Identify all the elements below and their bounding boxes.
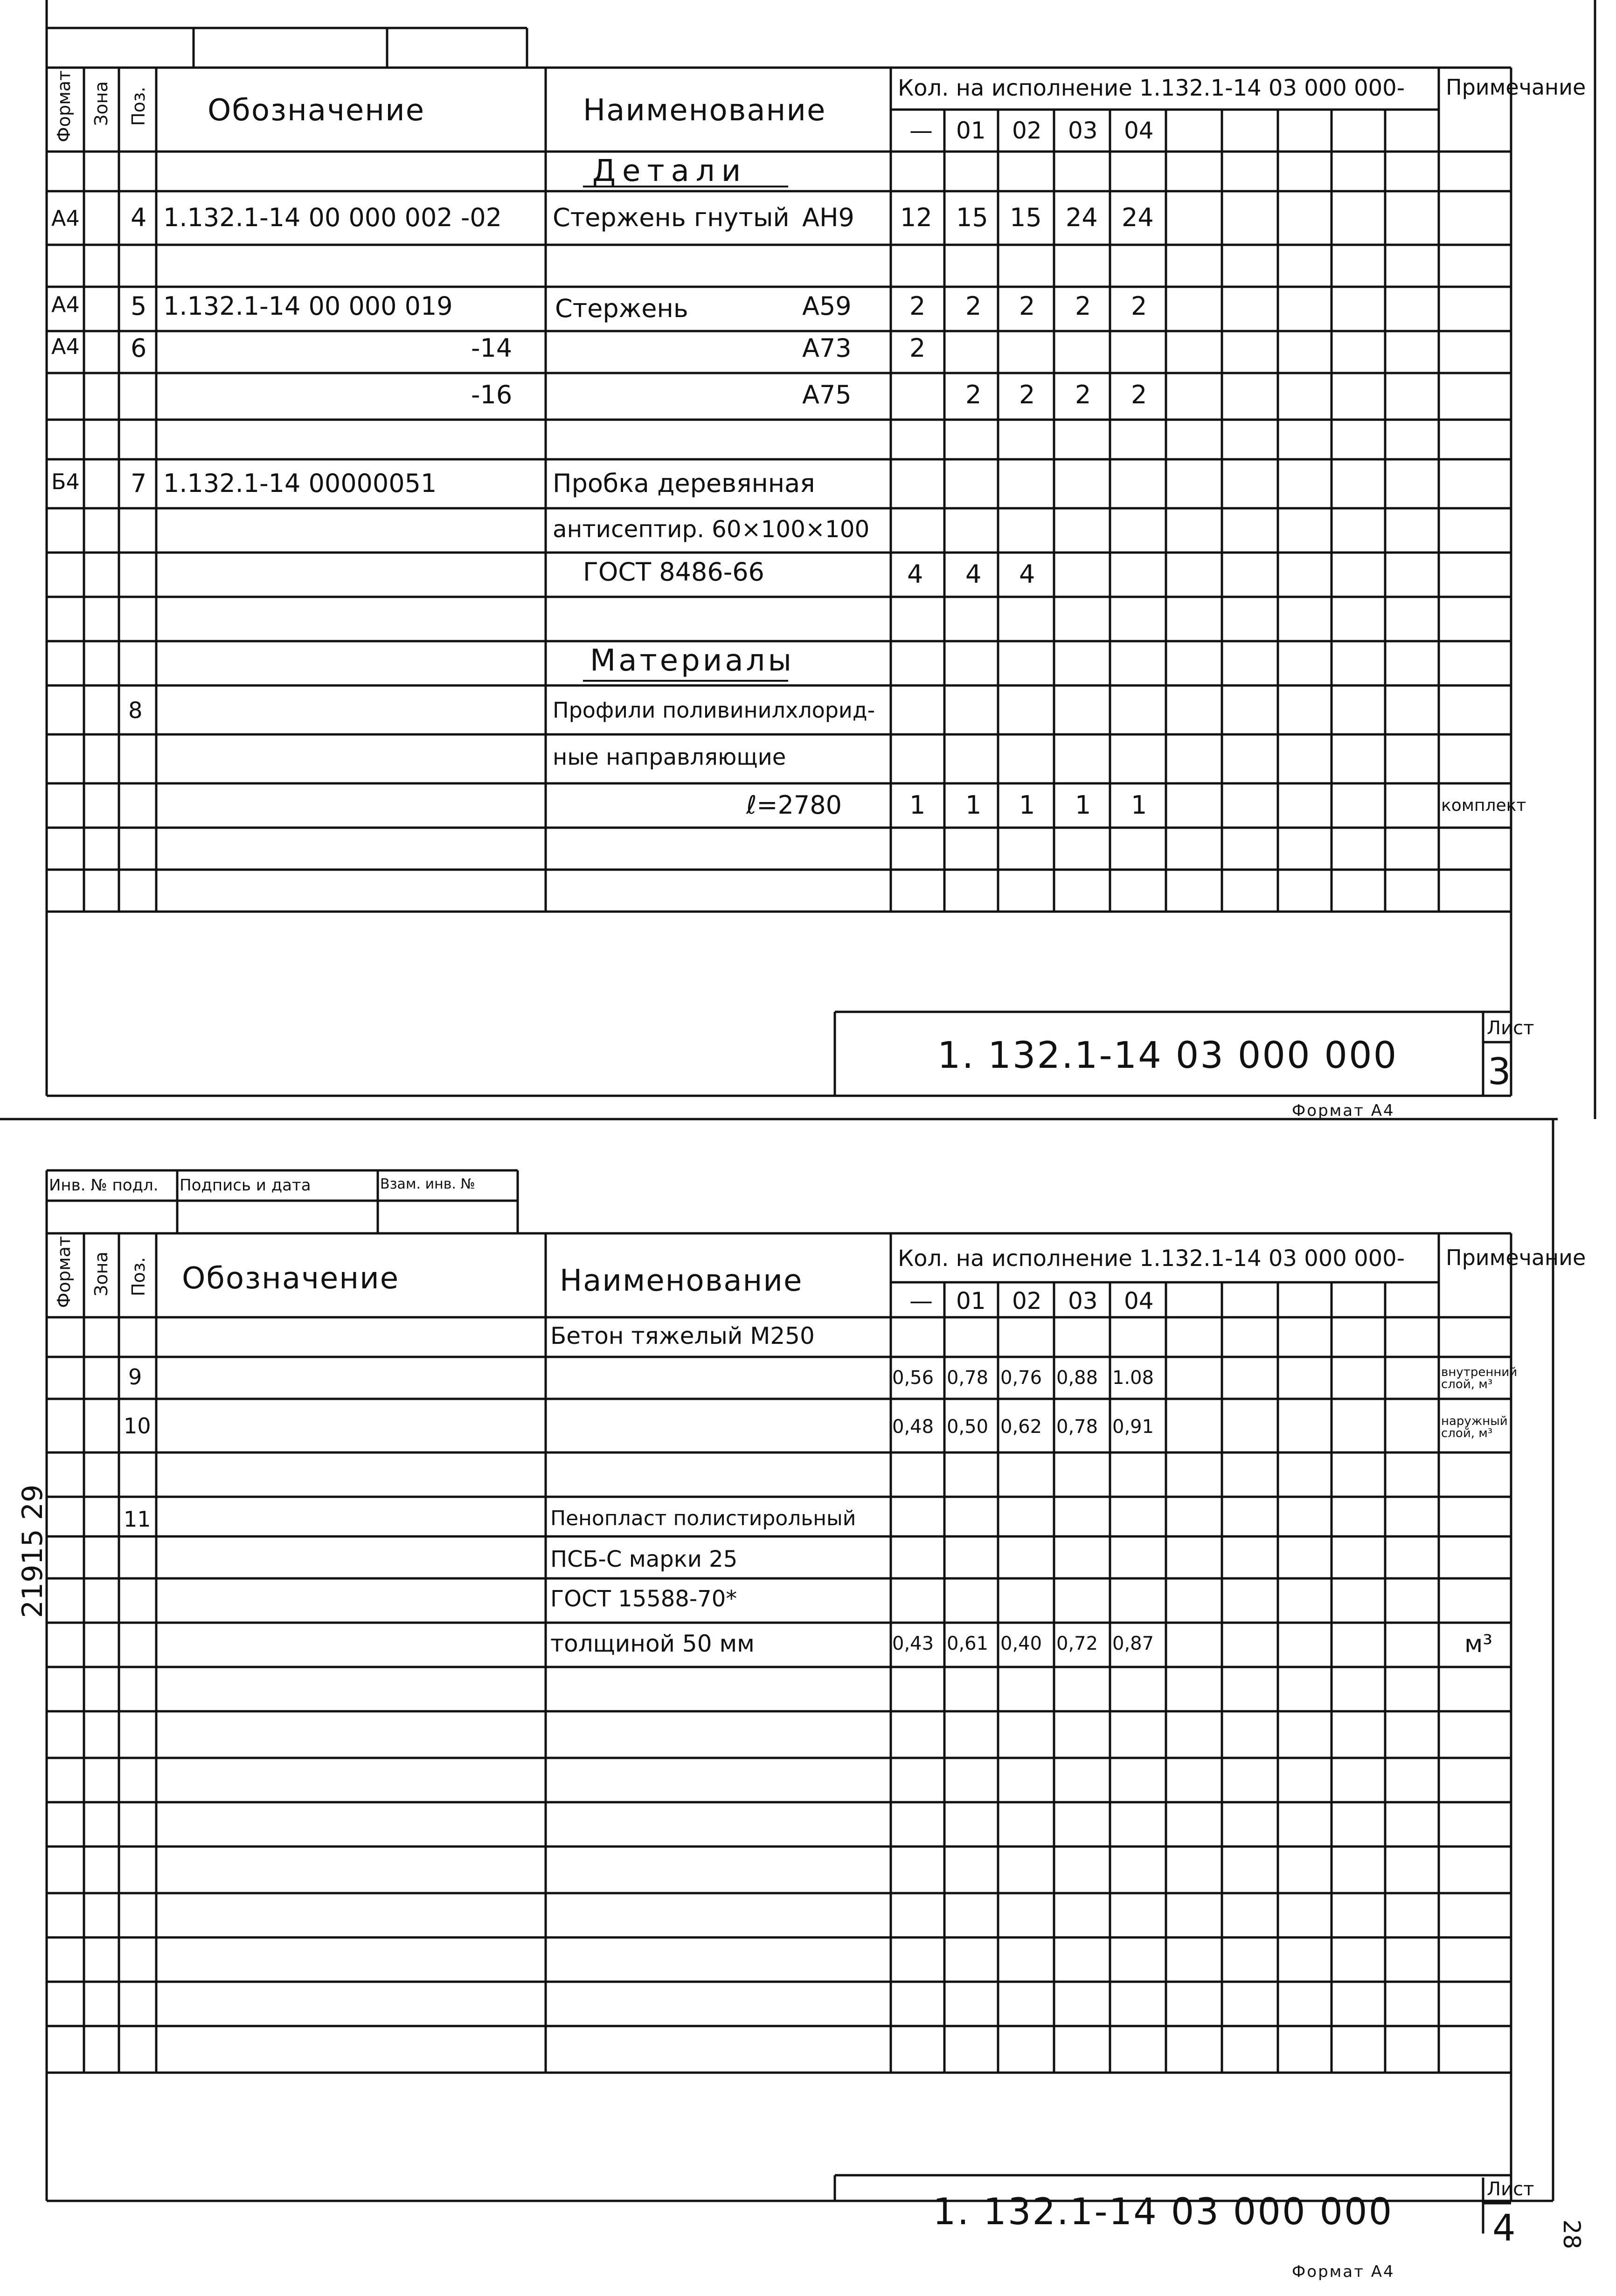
- header-qty: Кол. на исполнение 1.132.1-14 03 000 000-: [898, 1245, 1405, 1272]
- document-code: 1. 132.1-14 03 000 000: [933, 2191, 1394, 2233]
- header-format: Формат: [54, 1236, 74, 1308]
- header-pos: Поз.: [128, 1257, 149, 1296]
- sheet-number: 4: [1492, 2207, 1517, 2249]
- header-note: Примечание: [1446, 1245, 1586, 1270]
- header-qty: Кол. на исполнение 1.132.1-14 03 000 000-: [898, 75, 1405, 101]
- margin-archive-number: 21915 29: [16, 1484, 49, 1618]
- header-designation: Обозначение: [182, 1261, 400, 1296]
- format-label: Формат А4: [1292, 2262, 1395, 2281]
- section-parts: Детали: [592, 154, 748, 188]
- sheet-number: 3: [1488, 1051, 1512, 1093]
- inventory-original-label: Инв. № подл.: [49, 1176, 159, 1195]
- replacement-label: Взам. инв. №: [380, 1176, 475, 1192]
- header-format: Формат: [54, 70, 74, 142]
- margin-page-number: 28: [1558, 2220, 1585, 2249]
- header-designation: Обозначение: [208, 93, 425, 128]
- header-zone: Зона: [91, 1252, 111, 1296]
- header-note: Примечание: [1446, 75, 1586, 100]
- concrete-label: Бетон тяжелый М250: [550, 1322, 815, 1349]
- sheet-label: Лист: [1487, 2178, 1534, 2200]
- sheet-label: Лист: [1487, 1017, 1534, 1039]
- format-label: Формат А4: [1292, 1101, 1395, 1120]
- header-pos: Поз.: [128, 86, 149, 126]
- document-code: 1. 132.1-14 03 000 000: [937, 1035, 1398, 1077]
- header-name: Наименование: [583, 93, 826, 128]
- header-name: Наименование: [560, 1264, 803, 1298]
- signature-date-label: Подпись и дата: [180, 1176, 311, 1195]
- header-zone: Зона: [91, 81, 111, 126]
- section-materials: Материалы: [590, 643, 794, 678]
